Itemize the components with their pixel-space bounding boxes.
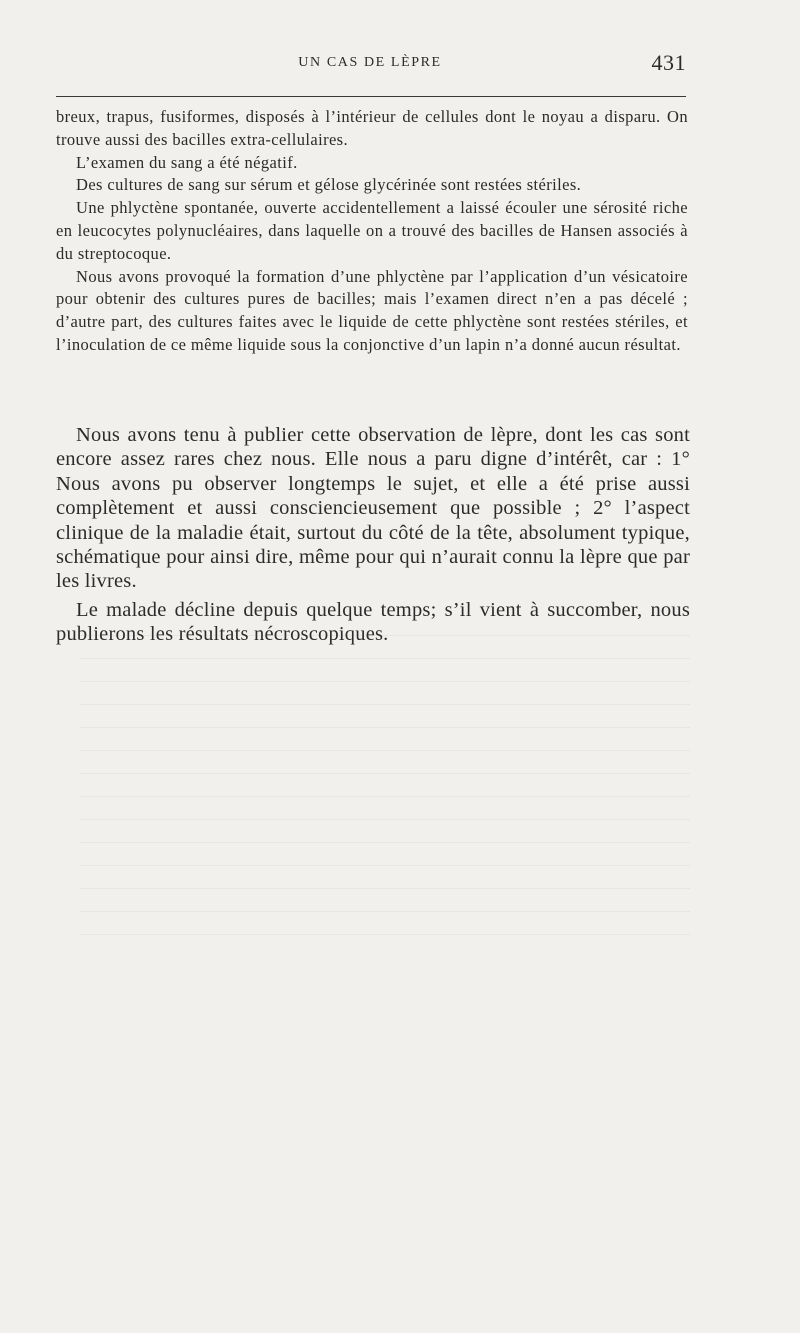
page-number: 431 [651,50,686,75]
conclusion-section [56,423,690,647]
running-title: UN CAS DE LÈPRE [298,55,442,70]
paragraph-spontaneous-phlyctene: Une phlyctène spontanée, ouverte accidentellement a laissé écouler une sérosité riche en leucocytes polynucléaires, dans laquelle on a trouvé des bacilles de Hansen associés à du streptocoque. [56,198,688,263]
header-rule [56,96,686,97]
show-through-background [80,620,690,950]
paragraph-blood-exam: L’examen du sang a été négatif. [76,152,298,172]
paragraph-closing: Le malade décline depuis quelque temps; s’il vient à succomber, nous publierons les résultats nécroscopiques. [56,598,690,646]
page-header [54,50,686,80]
paragraph-continuation: breux, trapus, fusiformes, disposés à l’intérieur de cellules dont le noyau a disparu. On trouve aussi des bacilles extra-cellulaires. [56,107,688,149]
paragraph-blood-cultures: Des cultures de sang sur sérum et gélose glycérinée sont restées stériles. [76,175,582,195]
paragraph-conclusion: Nous avons tenu à publier cette observation de lèpre, dont les cas sont encore assez rares chez nous. Elle nous a paru digne d’intérêt, car : 1° Nous avons pu observer longtemps le sujet, et elle a été prise aussi complètement et aussi consciencieusement que possible ; 2° l’aspect clinique de la maladie était, surtout du côté de la tête, absolument typique, schématique pour ainsi dire, même pour qui n’aurait connu la lèpre que par les livres. [56,424,690,593]
paragraph-provoked-phlyctene: Nous avons provoqué la formation d’une phlyctène par l’application d’un vésicatoire pour obtenir des cultures pures de bacilles; mais l’examen direct n’en a pas décelé ; d’autre part, des cultures faites avec le liquide de cette phlyctène sont restées stériles, et l’inoculation de ce même liquide sous la conjonctive d’un lapin n’a donné aucun résultat. [56,266,688,354]
small-print-section [56,106,688,357]
